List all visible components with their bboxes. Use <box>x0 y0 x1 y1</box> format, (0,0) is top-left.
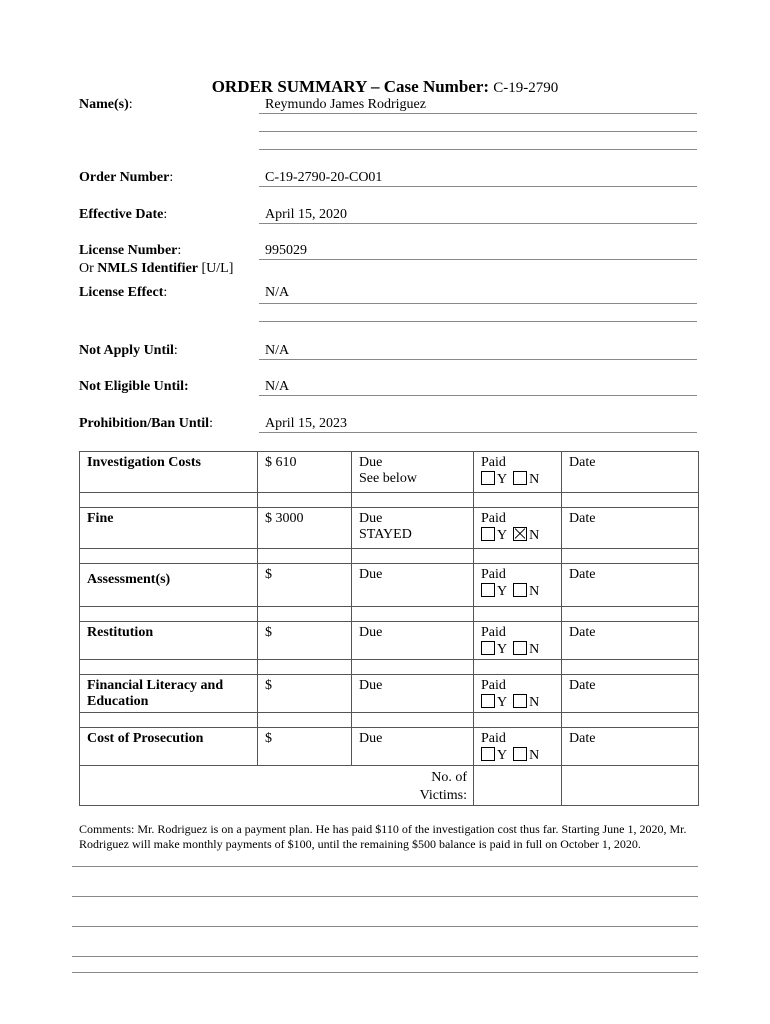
spacer-row <box>80 713 699 728</box>
cost-item: Investigation Costs <box>80 452 258 493</box>
names-line-2 <box>259 131 697 132</box>
paid-no-checkbox[interactable] <box>513 747 527 761</box>
due-cell: Due <box>352 622 474 660</box>
paid-cell <box>474 452 562 493</box>
victims-label: No. of Victims: <box>80 766 474 806</box>
order-number-value: C-19-2790-20-CO01 <box>265 170 383 185</box>
no-label: N <box>529 472 540 487</box>
due-cell <box>352 508 474 549</box>
nmls-label: Or NMLS Identifier [U/L] <box>79 261 234 276</box>
license-number-line <box>259 259 697 260</box>
cost-amount: $ <box>258 564 352 607</box>
no-label: N <box>529 642 540 657</box>
names-line-1 <box>259 113 697 114</box>
no-label: N <box>529 695 540 710</box>
victims-spacer <box>474 766 562 806</box>
yes-label: Y <box>497 584 508 599</box>
cost-item: Restitution <box>80 622 258 660</box>
license-effect-line-2 <box>259 321 697 322</box>
paid-yes-checkbox[interactable] <box>481 694 495 708</box>
victims-row <box>80 766 699 806</box>
comment-line-3 <box>72 926 698 927</box>
comments: Comments: Mr. Rodriguez is on a payment plan. He has paid $110 of the investigation cost thus far. Starting June 1, 2020, Mr. Rodriguez will make monthly payments of $100, until the remaining $500 balance is paid in full on October 1, 2020. <box>79 822 687 851</box>
date-cell: Date <box>562 728 699 766</box>
not-eligible-label: Not Eligible Until: <box>79 379 189 394</box>
spacer-row <box>80 493 699 508</box>
paid-label: Paid <box>481 455 506 470</box>
not-eligible-line <box>259 395 697 396</box>
comment-line-5 <box>72 972 698 973</box>
due-note: STAYED <box>359 527 412 542</box>
due-cell <box>352 452 474 493</box>
cost-item: Cost of Prosecution <box>80 728 258 766</box>
not-apply-value: N/A <box>265 343 290 358</box>
victims-empty <box>562 766 699 806</box>
order-number-label: Order Number: <box>79 170 174 185</box>
date-cell: Date <box>562 675 699 713</box>
due-label: Due <box>359 511 383 526</box>
effective-date-line <box>259 223 697 224</box>
spacer-row <box>80 660 699 675</box>
paid-yes-checkbox[interactable] <box>481 747 495 761</box>
comment-line-1 <box>72 866 698 867</box>
yes-label: Y <box>497 642 508 657</box>
cost-amount: $ <box>258 728 352 766</box>
paid-no-checkbox[interactable] <box>513 641 527 655</box>
date-cell: Date <box>562 622 699 660</box>
no-label: N <box>529 528 540 543</box>
paid-cell <box>474 564 562 607</box>
cost-row <box>80 508 699 549</box>
paid-yes-checkbox[interactable] <box>481 583 495 597</box>
cost-amount: $ 3000 <box>258 508 352 549</box>
prohibition-line <box>259 432 697 433</box>
yes-label: Y <box>497 528 508 543</box>
paid-label: Paid <box>481 731 506 746</box>
paid-no-checkbox[interactable] <box>513 471 527 485</box>
paid-yes-checkbox[interactable] <box>481 641 495 655</box>
no-label: N <box>529 748 540 763</box>
not-apply-label: Not Apply Until: <box>79 343 178 358</box>
comment-line-2 <box>72 896 698 897</box>
license-number-value: 995029 <box>265 243 307 258</box>
yes-label: Y <box>497 695 508 710</box>
not-eligible-value: N/A <box>265 379 290 394</box>
license-effect-label: License Effect: <box>79 285 168 300</box>
names-line-3 <box>259 149 697 150</box>
costs-table <box>79 451 699 806</box>
case-number: C-19-2790 <box>493 80 559 96</box>
cost-amount: $ 610 <box>258 452 352 493</box>
yes-label: Y <box>497 748 508 763</box>
paid-no-checkbox[interactable] <box>513 583 527 597</box>
title-text: ORDER SUMMARY – Case Number: <box>211 77 490 96</box>
paid-no-checkbox[interactable] <box>513 694 527 708</box>
license-effect-value: N/A <box>265 285 290 300</box>
cost-row <box>80 452 699 493</box>
spacer-row <box>80 607 699 622</box>
due-cell: Due <box>352 728 474 766</box>
due-label: Due <box>359 455 383 470</box>
license-effect-line-1 <box>259 303 697 304</box>
prohibition-label: Prohibition/Ban Until: <box>79 416 213 431</box>
date-cell: Date <box>562 452 699 493</box>
effective-date-label: Effective Date: <box>79 207 168 222</box>
cost-amount: $ <box>258 675 352 713</box>
paid-no-checkbox-checked[interactable] <box>513 527 527 541</box>
names-label: Name(s): <box>79 97 133 112</box>
cost-row <box>80 622 699 660</box>
date-cell: Date <box>562 564 699 607</box>
cost-item: Assessment(s) <box>80 564 258 607</box>
paid-label: Paid <box>481 678 506 693</box>
paid-yes-checkbox[interactable] <box>481 471 495 485</box>
comment-line-4 <box>72 956 698 957</box>
spacer-row <box>80 549 699 564</box>
due-cell: Due <box>352 675 474 713</box>
due-note: See below <box>359 471 417 486</box>
paid-cell <box>474 508 562 549</box>
effective-date-value: April 15, 2020 <box>265 207 348 222</box>
due-cell: Due <box>352 564 474 607</box>
names-value: Reymundo James Rodriguez <box>265 97 426 112</box>
cost-row <box>80 728 699 766</box>
cost-amount: $ <box>258 622 352 660</box>
order-number-line <box>259 186 697 187</box>
cost-item: Financial Literacy and Education <box>80 675 258 713</box>
cost-item: Fine <box>80 508 258 549</box>
date-cell: Date <box>562 508 699 549</box>
paid-label: Paid <box>481 625 506 640</box>
paid-cell <box>474 622 562 660</box>
yes-label: Y <box>497 472 508 487</box>
not-apply-line <box>259 359 697 360</box>
cost-row <box>80 564 699 607</box>
paid-yes-checkbox[interactable] <box>481 527 495 541</box>
no-label: N <box>529 584 540 599</box>
document-title <box>0 77 770 97</box>
paid-label: Paid <box>481 567 506 582</box>
paid-cell <box>474 675 562 713</box>
paid-label: Paid <box>481 511 506 526</box>
paid-cell <box>474 728 562 766</box>
cost-row <box>80 675 699 713</box>
prohibition-value: April 15, 2023 <box>265 416 348 431</box>
license-number-label: License Number: <box>79 243 182 258</box>
